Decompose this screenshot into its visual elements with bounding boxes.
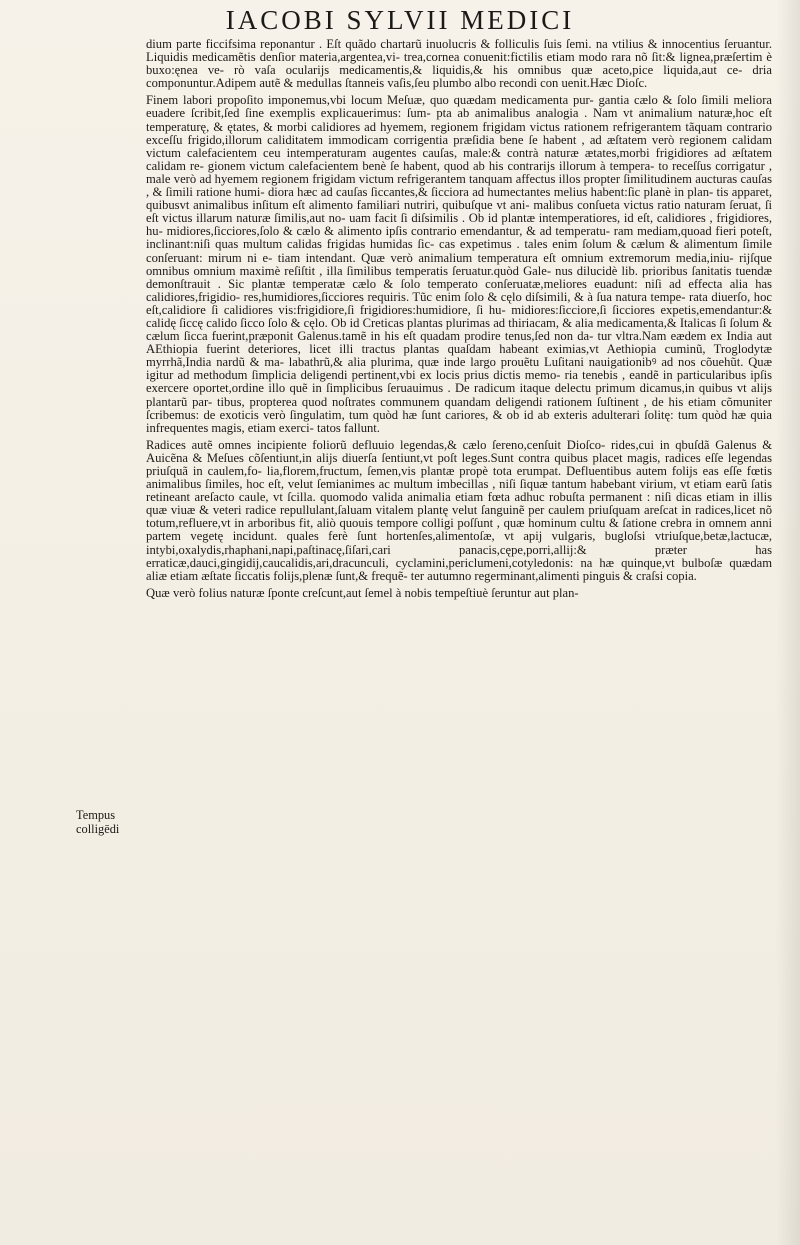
paragraph-4: Quæ verò folius naturæ ſponte creſcunt,aut ſemel à nobis tempeſtiuè ſeruntur aut plan- xyxy=(146,585,579,600)
running-header: IACOBI SYLVII MEDICI xyxy=(225,5,575,35)
margin-note xyxy=(76,808,144,836)
paragraph-1: dium parte ficcifsima reponantur . Eſt quãdo chartarũ inuolucris & folliculis ſuis ſemi. na vtilius & innocentius ſeruantur. Liquidis medicamẽtis denſior materia,argentea,vi- trea,cornea conuenit:fictilis etiam modo rara nõ ſit:& lignea,præſertim è buxo:ęnea ve- rò vaſa ocularijs medicamentis,& liquidis,& his omnibus quæ aceto,pice liquida,aut ce- dria componuntur.Adipem autẽ & medullas ſtanneis vaſis,ſeu plumbo albo recondi con uenit.Hæc Dioſc. xyxy=(146,37,772,91)
paragraph-2: Finem labori propoſito imponemus,vbi locum Meſuæ, quo quædam medicamenta pur- gantia cælo & ſolo ſimili meliora euadere ſcribit,ſed ſine exemplis explicauerimus: ſum- pta ab animalibus analogia . Nam vt animalium naturæ,hoc eſt temperaturę, & ętates, & morbi calidiores ad hyemem, regionem frigidam victus rationem refrigerantem tãquam contrario exceſſu frigido,illorum caliditatem immodicam corrigentia præſidia bene ſe habent , ad æſtatem verò regionem calidam victum calefacientem ceu intemperaturam augentes cauſas, male:& contrà naturæ ætates,morbi frigidiores ad æſtatem calidam re- gionem victum calefacientem benè ſe habent, quod ab his contrarijs illorum à tempera- to receſſus corrigatur , male verò ad hyemem regionem frigidam victum refrigerantem tanquam affectus illos propter ſimilitudinem aucturas cauſas , & ſimili ratione humi- diora hæc ad cauſas ſiccantes,& ſicciora ad humectantes melius habent:ſic planè in plan- tis apparet, quibusvt animalibus inſitum eſt alimento familiari nutriri, quibuſque vt ani- malibus conſueta victus ratio naturam ſeruat, ſi eſt victus illarum naturæ ſimilis,aut no- uam facit ſi diſsimilis . Ob id plantæ intemperatiores, id eſt, calidiores , frigidiores, hu- midiores,ſicciores,ſolo & cælo & alimento ipſis contrario emendantur, & ad temperatu- ram mediam,quoad fieri poteſt, inclinant:niſi quas multum calidas frigidas humidas ſic- cas expetimus . tales enim ſolum & cælum & alimentum ſimile conſeruant: mirum ni e- tiam intendant. Quæ verò animalium temperatura eſt omnium extremorum media,iniu- rijſque omnibus omnium maximè reſiſtit , illa ſimilibus temperatis ſeruatur.quòd Gale- nus dilucidè lib. prioribus ſanitatis tuendæ demonſtrauit . Sic plantæ temperatæ cælo & ſolo temperato conſeruatæ,meliores euadunt: niſi ad effecta alia has calidiores,frigidio- res,humidiores,ſicciores requiris. Tũc enim ſolo & cęlo diſsimili, & à ſua natura tempe- rata diuerſo, hoc eſt,calidiore ſi calidiores vis:frigidiore,ſi frigidiores:humidiore, ſi hu- midiores:ſicciore,ſi ſicciores expetis,emendantur:& calidę ſiccę calido ſicco ſolo & cęlo. Ob id Creticas plantas plurimas ad thiriacam, & alia medicamenta,& Italicas ſi ſolum & cælum ſicca fuerint,præponit Galenus.tamẽ in his eſt quadam prodire tenus,ſed non da- tur vltra.Nam eædem ex India aut AEthiopia fuerint deteriores, licet illi tractus plantas quaſdam habeant eximias,vt Aethiopia cuminũ, Troglodytæ myrrhã,India nardũ & ma- labathrũ,& alia plurima, quæ inde largo prouẽtu Luſitani nauigationibꝰ ad nos cõuehũt. Quæ igitur ad methodum ſimplicia deligendi pertinent,vbi ex locis prius dictis memo- ria tenebis , eandẽ in particularibus ipſis exercere oportet,ordine illo quẽ in ſimplicibus ſeruauimus . De radicum itaque delectu primum dicamus,in quibus vt alijs plantarũ par- tibus, propterea quod noſtrates communem quandam deligendi rationem ſuſtinent , de his etiam cõmuniter ſcribemus: de exoticis verò ſingulatim, tum quòd hæ ſunt cariores, & ob id ab exteris adulterari ſolitę: tum quòd hæ quia infrequentes magis, etiam exerci- tatos fallunt. xyxy=(146,93,772,435)
paragraph-3: Radices autẽ omnes incipiente foliorũ defluuio legendas,& cælo ſereno,cenſuit Dioſco- rides,cui in qbuſdã Galenus & Auicẽna & Meſues cõſentiunt,in alijs diuerſa ſentiunt,vt poſt leges.Sunt contra quibus placet magis, radices eſſe legendas priuſquã in caulem,fo- lia,florem,fructum, ſemen,vis plantæ propè tota erumpat. Defluentibus autem folijs eas eſſe fœtis animalibus ſimiles, hoc eſt, velut ſemianimes ac multum imbecillas , niſi ſiquæ tantum habebant virium, vt etiam earũ ſatis retineant areſacto caule, vt ſcilla. quomodo valida animalia etiam fœta adhuc robuſta permanent : niſi dicas etiam in illis quæ viuæ & veteri radice repullulant,ſaluam vitalem plantę velut ſanguinẽ per caulem priuſquam areſcat in radices,licet nõ totum,refluere,vt in arboribus fit, aliò quouis tempore colligi poſſunt , quæ hominum cultu & ſatione crebra in omnem anni partem vegetę incidunt. quales ferè ſunt hortenſes,alimentoſæ, vt apij vulgaris, bugloſsi vtriuſque,betæ,lactucæ, intybi,oxalydis,rhaphani,napi,paſtinacę,ſiſari,cari panacis,cępe,porri,allij:& præter has erraticæ,dauci,gingidij,caucalidis,ari,dracunculi, cyclamini,periclumeni,cotyledonis: na hæ quinque,vt bulboſæ quædam aliæ etiam æſtate ſiccatis folijs,plenæ ſunt,& frequẽ- ter autumno regerminant,alimenti pinguis & craſsi copia. xyxy=(146,437,772,583)
margin-note-line-2: colligēdi xyxy=(76,822,120,836)
margin-note-line-1: Tempus xyxy=(76,808,116,822)
body-text xyxy=(146,38,772,604)
page-edge-shadow xyxy=(776,0,800,1245)
